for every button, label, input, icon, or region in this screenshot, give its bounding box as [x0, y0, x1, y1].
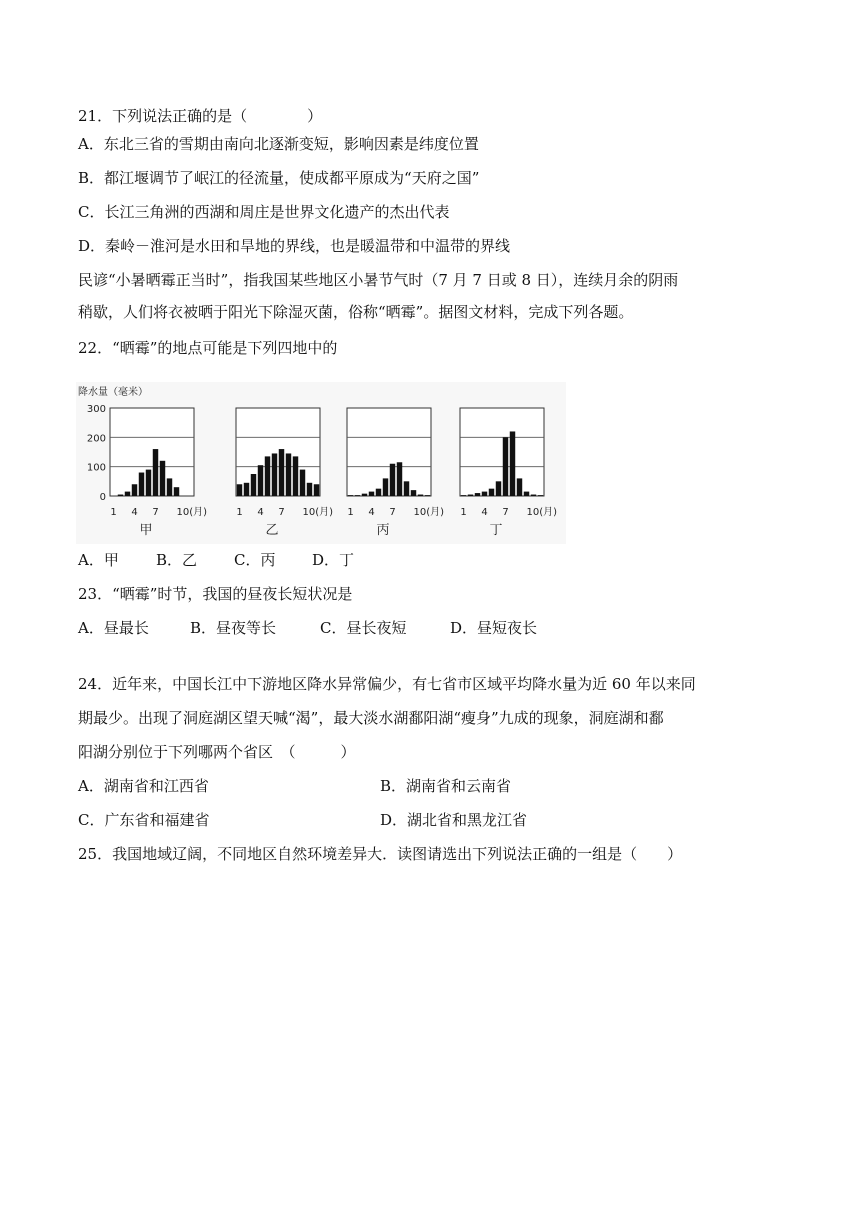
- bar-乙-month-4: [258, 465, 263, 496]
- bar-丙-month-11: [418, 495, 423, 496]
- x-tick-label: 4: [131, 507, 138, 518]
- x-tick-label: 10(月): [526, 507, 558, 518]
- x-tick-label: 4: [368, 507, 375, 518]
- chart-name-甲: 甲: [139, 523, 153, 538]
- bar-丙-month-9: [404, 481, 409, 496]
- bar-丙-month-7: [390, 464, 395, 496]
- bar-乙-month-7: [279, 449, 284, 496]
- precipitation-charts: [76, 382, 566, 544]
- bar-丙-month-1: [348, 495, 353, 496]
- q24-option-d: D．湖北省和黑龙江省: [380, 811, 528, 829]
- material-line-2: 稍歇，人们将衣被晒于阳光下除湿灭菌，俗称“晒霉”。据图文材料，完成下列各题。: [78, 303, 634, 321]
- precipitation-charts-svg: [76, 382, 566, 544]
- x-tick-label: 7: [278, 507, 285, 518]
- bar-丁-month-4: [482, 492, 487, 496]
- x-tick-label: 1: [347, 507, 354, 518]
- x-tick-label: 10(月): [176, 507, 208, 518]
- y-tick-label: 0: [99, 492, 106, 503]
- x-tick-label: 4: [257, 507, 264, 518]
- q23-option-d: D．昼短夜长: [450, 619, 538, 637]
- q22-option-b: B．乙: [156, 551, 198, 569]
- chart-frame: [460, 408, 544, 496]
- x-tick-label: 1: [460, 507, 467, 518]
- q23-option-c: C．昼长夜短: [320, 619, 407, 637]
- q23-option-b: B．昼夜等长: [190, 619, 277, 637]
- material-line-1: 民谚“小暑晒霉正当时”，指我国某些地区小暑节气时（7 月 7 日或 8 日），连续月余的阴雨: [78, 271, 679, 289]
- bar-乙-month-8: [286, 453, 291, 496]
- bar-丙-month-3: [362, 494, 367, 496]
- bar-丁-month-2: [468, 495, 473, 496]
- chart-name-乙: 乙: [265, 523, 279, 538]
- q24-option-a: A．湖南省和江西省: [78, 777, 209, 795]
- x-tick-label: 10(月): [413, 507, 445, 518]
- bar-丙-month-5: [376, 489, 381, 496]
- bar-丁-month-10: [524, 492, 529, 496]
- q21-option-d: D．秦岭－淮河是水田和旱地的界线，也是暖温带和中温带的界线: [78, 237, 511, 255]
- bar-乙-month-1: [237, 484, 242, 496]
- x-tick-label: 7: [502, 507, 509, 518]
- bar-甲-month-8: [160, 461, 165, 496]
- q24-line-3: 阳湖分别位于下列哪两个省区 （ ）: [78, 743, 356, 761]
- y-tick-label: 300: [86, 404, 106, 415]
- bar-甲-month-10: [174, 487, 179, 496]
- chart-frame: [110, 408, 194, 496]
- bar-甲-month-5: [139, 473, 144, 496]
- q22-stem: 22．“晒霉”的地点可能是下列四地中的: [78, 339, 338, 357]
- bar-丁-month-9: [517, 478, 522, 496]
- bar-丙-month-6: [383, 478, 388, 496]
- q22-option-c: C．丙: [234, 551, 276, 569]
- bar-丙-month-10: [411, 490, 416, 496]
- x-tick-label: 1: [110, 507, 117, 518]
- q22-option-d: D．丁: [312, 551, 355, 569]
- q21-option-c: C．长江三角洲的西湖和周庄是世界文化遗产的杰出代表: [78, 203, 450, 221]
- bar-丁-month-6: [496, 481, 501, 496]
- bar-乙-month-2: [244, 483, 249, 496]
- bar-甲-month-6: [146, 470, 151, 496]
- q24-line-2: 期最少。出现了洞庭湖区望天喊“渴”，最大淡水湖鄱阳湖“瘦身”九成的现象，洞庭湖和鄱: [78, 709, 664, 727]
- bar-丁-month-3: [475, 493, 480, 496]
- x-tick-label: 7: [152, 507, 159, 518]
- bar-丁-month-8: [510, 431, 515, 496]
- bar-甲-month-4: [132, 484, 137, 496]
- bar-乙-month-3: [251, 474, 256, 496]
- bar-乙-month-11: [307, 483, 312, 496]
- x-tick-label: 7: [389, 507, 396, 518]
- bar-丙-month-12: [425, 495, 430, 496]
- x-tick-label: 10(月): [302, 507, 334, 518]
- bar-丁-month-5: [489, 489, 494, 496]
- bar-乙-month-5: [265, 456, 270, 496]
- chart-name-丁: 丁: [489, 523, 503, 538]
- q22-option-a: A．甲: [78, 551, 119, 569]
- bar-丁-month-11: [531, 495, 536, 496]
- chart-name-丙: 丙: [376, 523, 390, 538]
- chart-frame: [347, 408, 431, 496]
- bar-乙-month-10: [300, 470, 305, 496]
- q21-option-b: B．都江堰调节了岷江的径流量，使成都平原成为“天府之国”: [78, 169, 480, 187]
- bar-丙-month-4: [369, 492, 374, 496]
- bar-丙-month-8: [397, 462, 402, 496]
- y-tick-label: 100: [86, 462, 106, 474]
- x-tick-label: 1: [236, 507, 243, 518]
- q25-stem: 25．我国地域辽阔，不同地区自然环境差异大．读图请选出下列说法正确的一组是（ ）: [78, 845, 683, 863]
- bar-乙-month-9: [293, 456, 298, 496]
- bar-丁-month-7: [503, 437, 508, 496]
- bar-丁-month-12: [538, 495, 543, 496]
- y-axis-label: 降水量（毫米）: [78, 387, 148, 398]
- q23-option-a: A．昼最长: [78, 619, 149, 637]
- bar-甲-month-3: [125, 492, 130, 496]
- x-tick-label: 4: [481, 507, 488, 518]
- q23-stem: 23．“晒霉”时节，我国的昼夜长短状况是: [78, 585, 353, 603]
- bar-丙-month-2: [355, 495, 360, 496]
- bar-甲-month-2: [118, 495, 123, 496]
- bar-甲-month-7: [153, 449, 158, 496]
- q24-line-1: 24．近年来，中国长江中下游地区降水异常偏少，有七省市区域平均降水量为近 60 年以来同: [78, 675, 696, 693]
- q21-option-a: A．东北三省的雪期由南向北逐渐变短，影响因素是纬度位置: [78, 135, 479, 153]
- chart-frame: [236, 408, 320, 496]
- bar-乙-month-12: [314, 484, 319, 496]
- bar-甲-month-9: [167, 478, 172, 496]
- bar-丁-month-1: [461, 495, 466, 496]
- q24-option-c: C．广东省和福建省: [78, 811, 210, 829]
- q24-option-b: B．湖南省和云南省: [380, 777, 512, 795]
- y-tick-label: 200: [86, 433, 106, 445]
- q21-stem: 21．下列说法正确的是（ ）: [78, 107, 323, 125]
- bar-乙-month-6: [272, 453, 277, 496]
